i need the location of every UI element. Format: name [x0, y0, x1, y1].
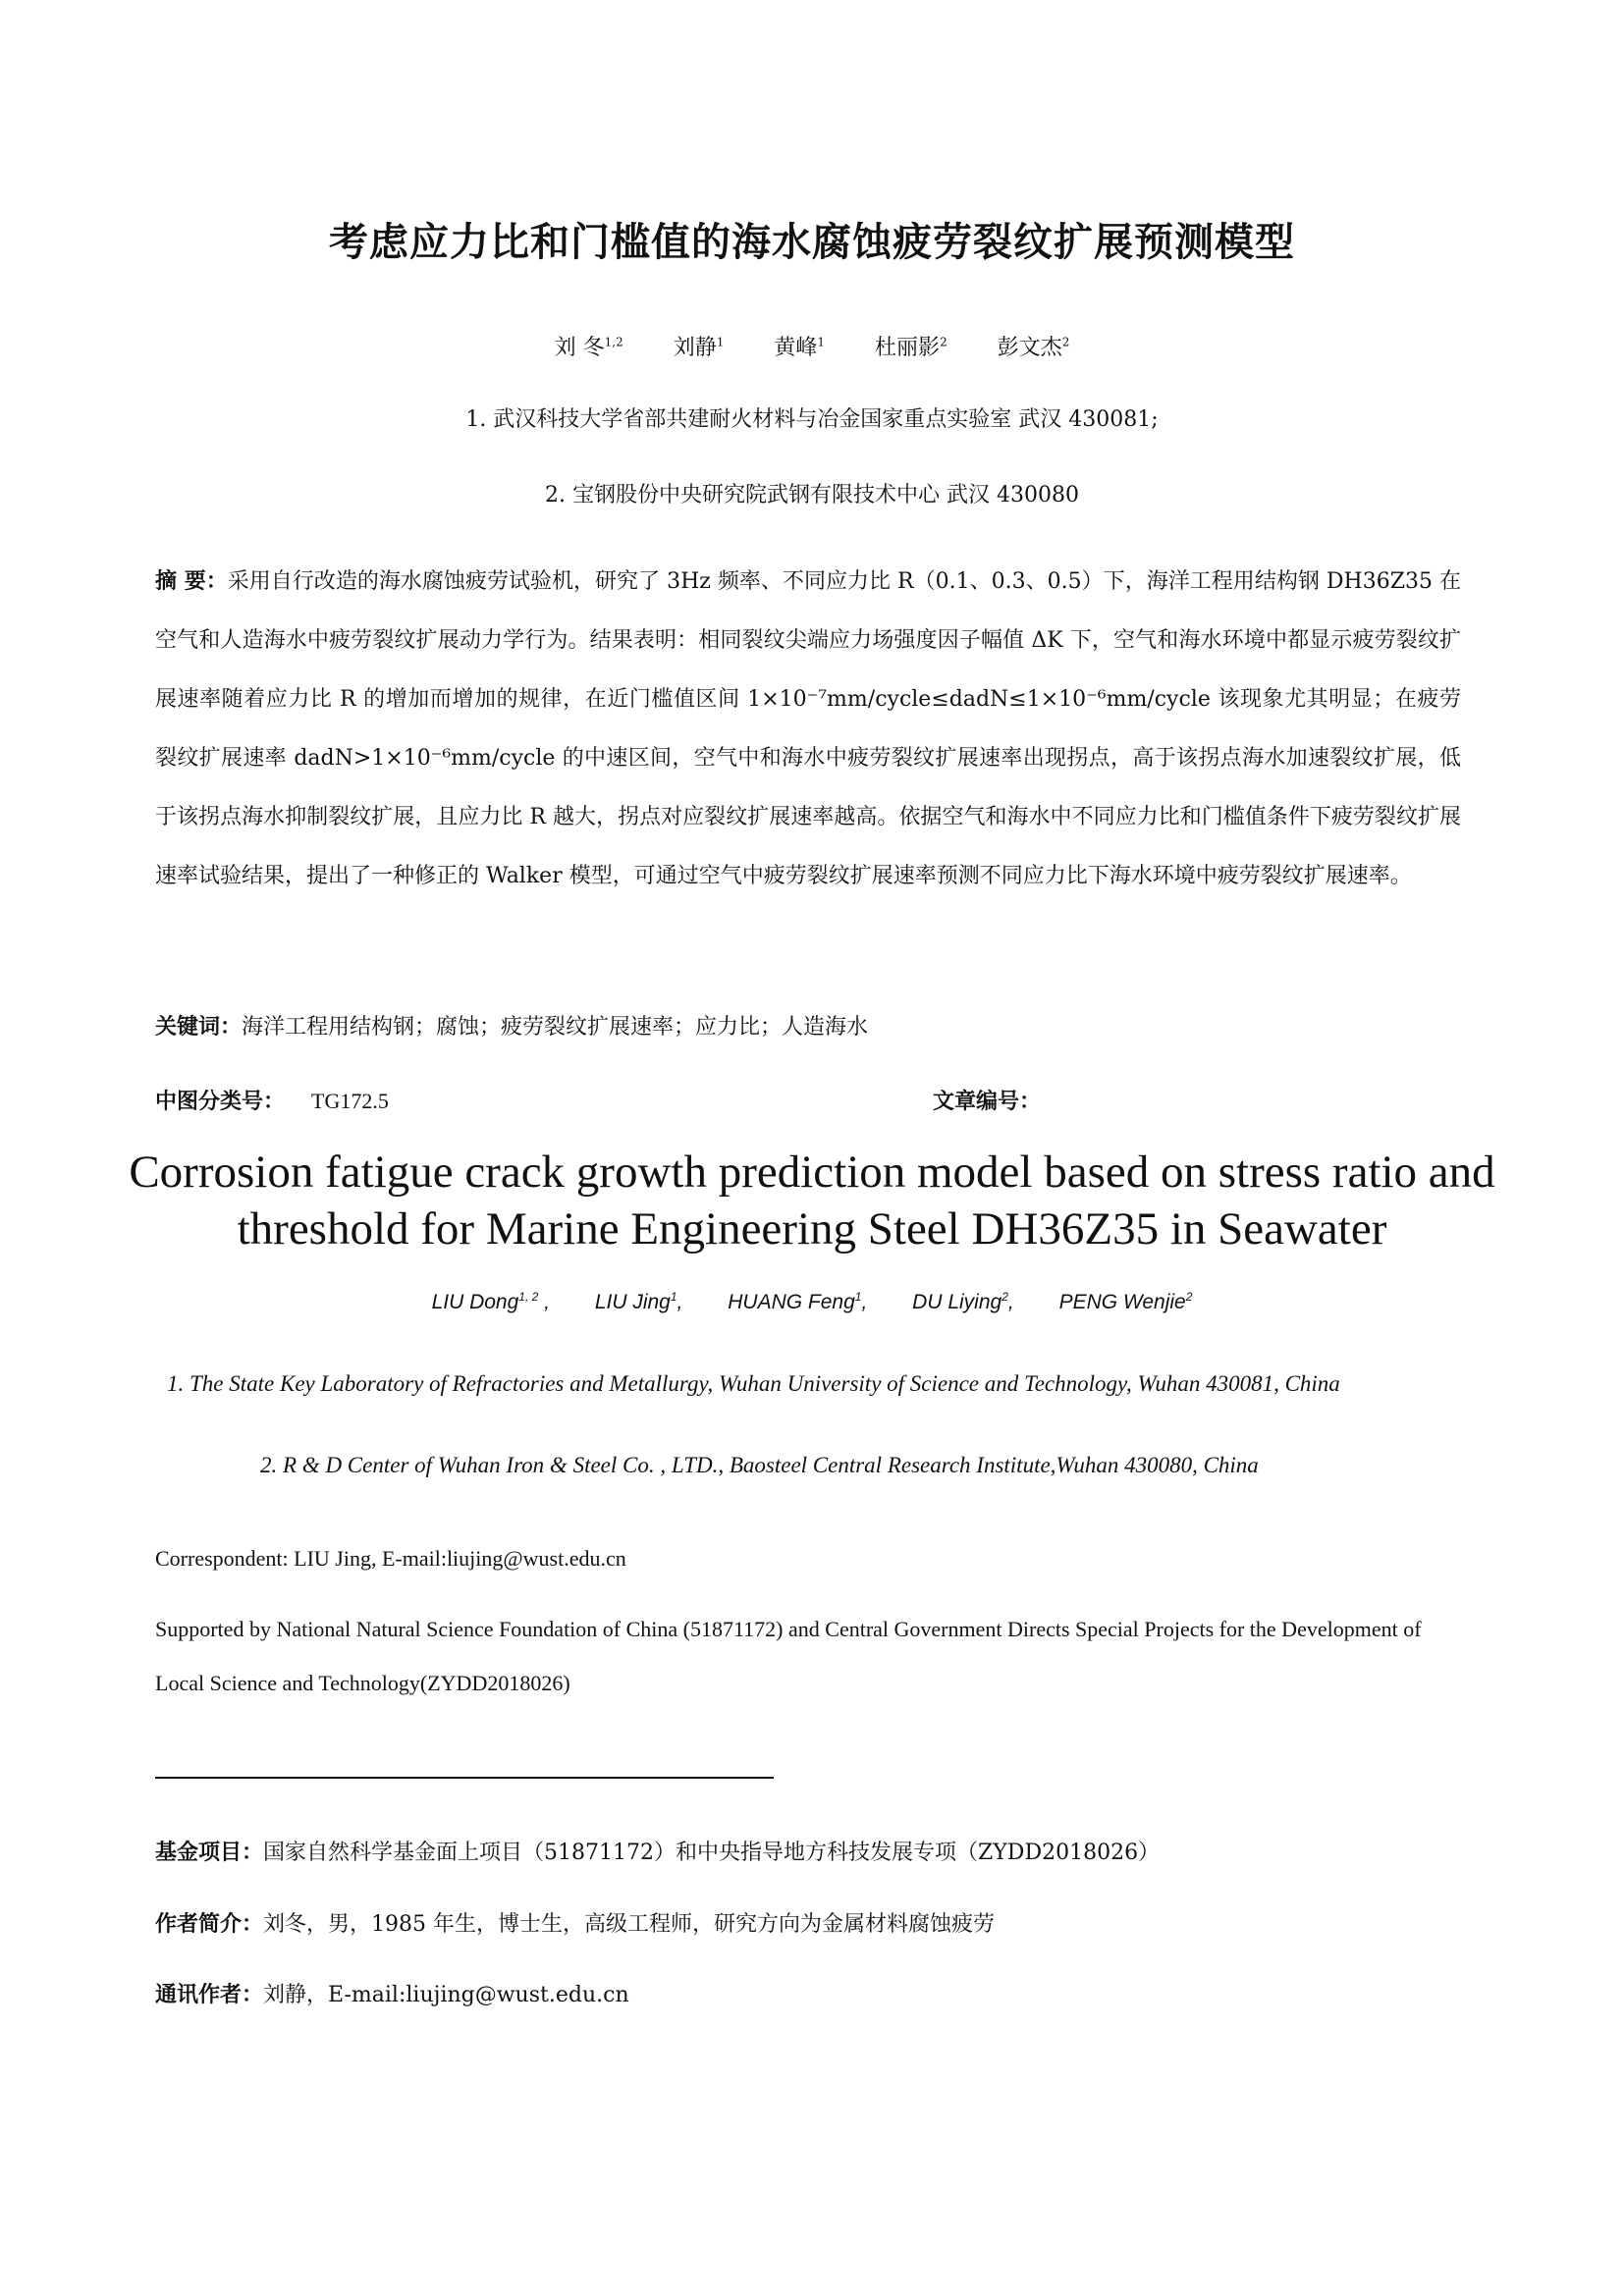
author-en: HUANG Feng$^1$, [728, 1290, 868, 1313]
title-en-line-2: threshold for Marine Engineering Steel DH36Z35 in Seawater [237, 1203, 1387, 1255]
title-cn: 考虑应力比和门槛值的海水腐蚀疲劳裂纹扩展预测模型 [329, 220, 1295, 265]
author-en: LIU Jing$^1$, [594, 1290, 683, 1313]
abstract-cn [155, 553, 1461, 906]
footnote-author-bio-text: 刘冬，男，1985 年生，博士生，高级工程师，研究方向为金属材料腐蚀疲劳 [263, 1912, 995, 1937]
authors-cn [0, 331, 1624, 361]
footnote-author-bio-label: 作者简介： [155, 1912, 264, 1937]
abstract-cn-text: 采用自行改造的海水腐蚀疲劳试验机，研究了 3Hz 频率、不同应力比 R（0.1、0.3、0.5）下，海洋工程用结构钢 DH36Z35 在空气和人造海水中疲劳裂纹扩展动力学行为。结果表明：相同裂纹尖端应力场强度因子幅值 ΔK 下，空气和海水环境中都显示疲劳裂纹扩展速率随着应力比 R 的增加而增加的规律，在近门槛值区间 1×10⁻⁷mm/cycle≤dadN≤1×10⁻⁶mm/cycle 该现象尤其明显；在疲劳裂纹扩展速率 dadN>1×10⁻⁶mm/cycle 的中速区间，空气中和海水中疲劳裂纹扩展速率出现拐点，高于该拐点海水加速裂纹扩展，低于该拐点海水抑制裂纹扩展，且应力比 R 越大，拐点对应裂纹扩展速率越高。依据空气和海水中不同应力比和门槛值条件下疲劳裂纹扩展速率试验结果，提出了一种修正的 Walker 模型，可通过空气中疲劳裂纹扩展速率预测不同应力比下海水环境中疲劳裂纹扩展速率。 [155, 569, 1461, 888]
author-en: LIU Dong$^{1, 2}$ , [431, 1290, 550, 1313]
supported-by-en: Supported by National Natural Science Foundation of China (51871172) and Central Government Directs Special Projects for the Development of Local Science and Technology(ZYDD2018026) [155, 1617, 1422, 1695]
affiliation-en-2: 2. R & D Center of Wuhan Iron & Steel Co. , LTD., Baosteel Central Research Institute,Wuhan 430080, China [260, 1453, 1259, 1477]
footnote-corresponding-text: 刘静，E-mail:liujing@wust.edu.cn [263, 1983, 629, 2007]
title-en-line-1: Corrosion fatigue crack growth prediction model based on stress ratio and [129, 1147, 1495, 1198]
article-number-label: 文章编号： [933, 1090, 1042, 1114]
correspondent-en: Correspondent: LIU Jing, E-mail:liujing@wust.edu.cn [155, 1546, 626, 1571]
keywords-cn-text: 海洋工程用结构钢；腐蚀；疲劳裂纹扩展速率；应力比；人造海水 [242, 1015, 869, 1040]
authors-en [0, 1291, 1624, 1314]
author-cn: 彭文杰$^2$ [997, 335, 1070, 360]
author-cn: 黄峰$^1$ [774, 335, 826, 360]
keywords-cn [155, 1010, 868, 1041]
author-en: PENG Wenjie$^2$ [1058, 1290, 1193, 1313]
author-cn: 杜丽影$^2$ [875, 335, 947, 360]
affiliation-cn-2: 2. 宝钢股份中央研究院武钢有限技术中心 武汉 430080 [545, 483, 1079, 507]
article-number [933, 1085, 1041, 1115]
classification-number [155, 1085, 389, 1115]
author-cn: 刘静$^1$ [673, 335, 725, 360]
title-en [0, 1144, 1624, 1257]
affiliation-cn-1: 1. 武汉科技大学省部共建耐火材料与冶金国家重点实验室 武汉 430081; [465, 407, 1159, 432]
author-cn: 刘 冬$^{1,2}$ [554, 335, 623, 360]
classification-value: TG172.5 [311, 1089, 389, 1113]
footnote-divider [155, 1777, 774, 1779]
affiliation-en-1: 1. The State Key Laboratory of Refractories and Metallurgy, Wuhan University of Science and Technology, Wuhan 430081, China [167, 1371, 1340, 1396]
classification-label: 中图分类号： [155, 1090, 286, 1114]
footnote-funding-text: 国家自然科学基金面上项目（51871172）和中央指导地方科技发展专项（ZYDD2018026） [263, 1841, 1161, 1865]
footnote-corresponding-label: 通讯作者： [155, 1983, 264, 2007]
abstract-cn-label: 摘 要： [155, 569, 228, 594]
footnote-corresponding [155, 1978, 629, 2008]
footnote-funding-label: 基金项目： [155, 1841, 264, 1865]
footnote-funding [155, 1836, 1160, 1866]
author-en: DU Liying$^2$, [912, 1290, 1014, 1313]
keywords-cn-label: 关键词： [155, 1015, 243, 1040]
footnote-author-bio [155, 1907, 995, 1938]
